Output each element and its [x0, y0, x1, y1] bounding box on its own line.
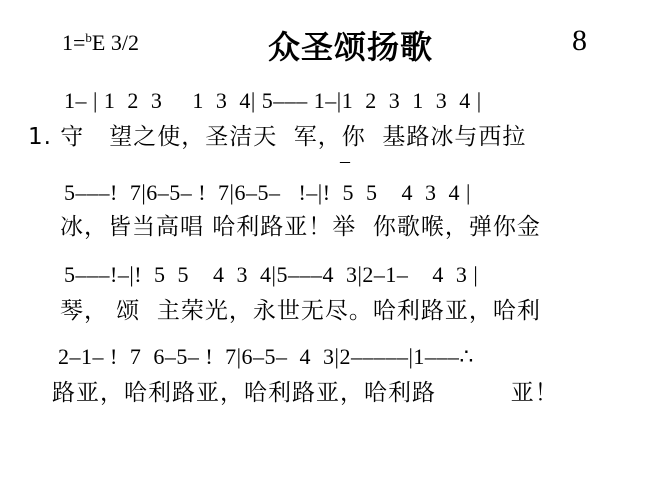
key-flat-sign: b: [85, 30, 92, 45]
notation-line-2: 5–––! 7|6–5– ! 7|6–5– !–|! 5 5 4 3 4 |: [64, 180, 471, 205]
hymn-title: 众圣颂扬歌: [268, 28, 434, 66]
lyrics-line-3: 琴， 颂 主荣光，永世无尽。哈利路亚，哈利: [60, 298, 541, 324]
notation-line-4: 2–1– ! 7 6–5– ! 7|6–5– 4 3|2–––––|1–––∴: [58, 344, 474, 369]
key-prefix: 1=: [62, 30, 86, 55]
extra-dash: –: [340, 150, 350, 172]
notation-line-3: 5–––!–|! 5 5 4 3 4|5–––4 3|2–1– 4 3 |: [64, 262, 479, 287]
lyrics-line-2: 冰，皆当高唱 哈利路亚！举 你歌喉，弹你金: [60, 214, 541, 240]
lyrics-line-1: 1. 守 望之使，圣洁天 军，你 基路冰与西拉: [28, 124, 527, 150]
page-number: 8: [572, 24, 587, 57]
notation-line-1: 1– | 1 2 3 1 3 4| 5––– 1–|1 2 3 1 3 4 |: [64, 88, 482, 113]
key-and-time: E 3/2: [91, 30, 139, 55]
lyrics-line-4: 路亚，哈利路亚，哈利路亚，哈利路 亚！: [52, 380, 559, 406]
key-signature: [62, 30, 139, 56]
